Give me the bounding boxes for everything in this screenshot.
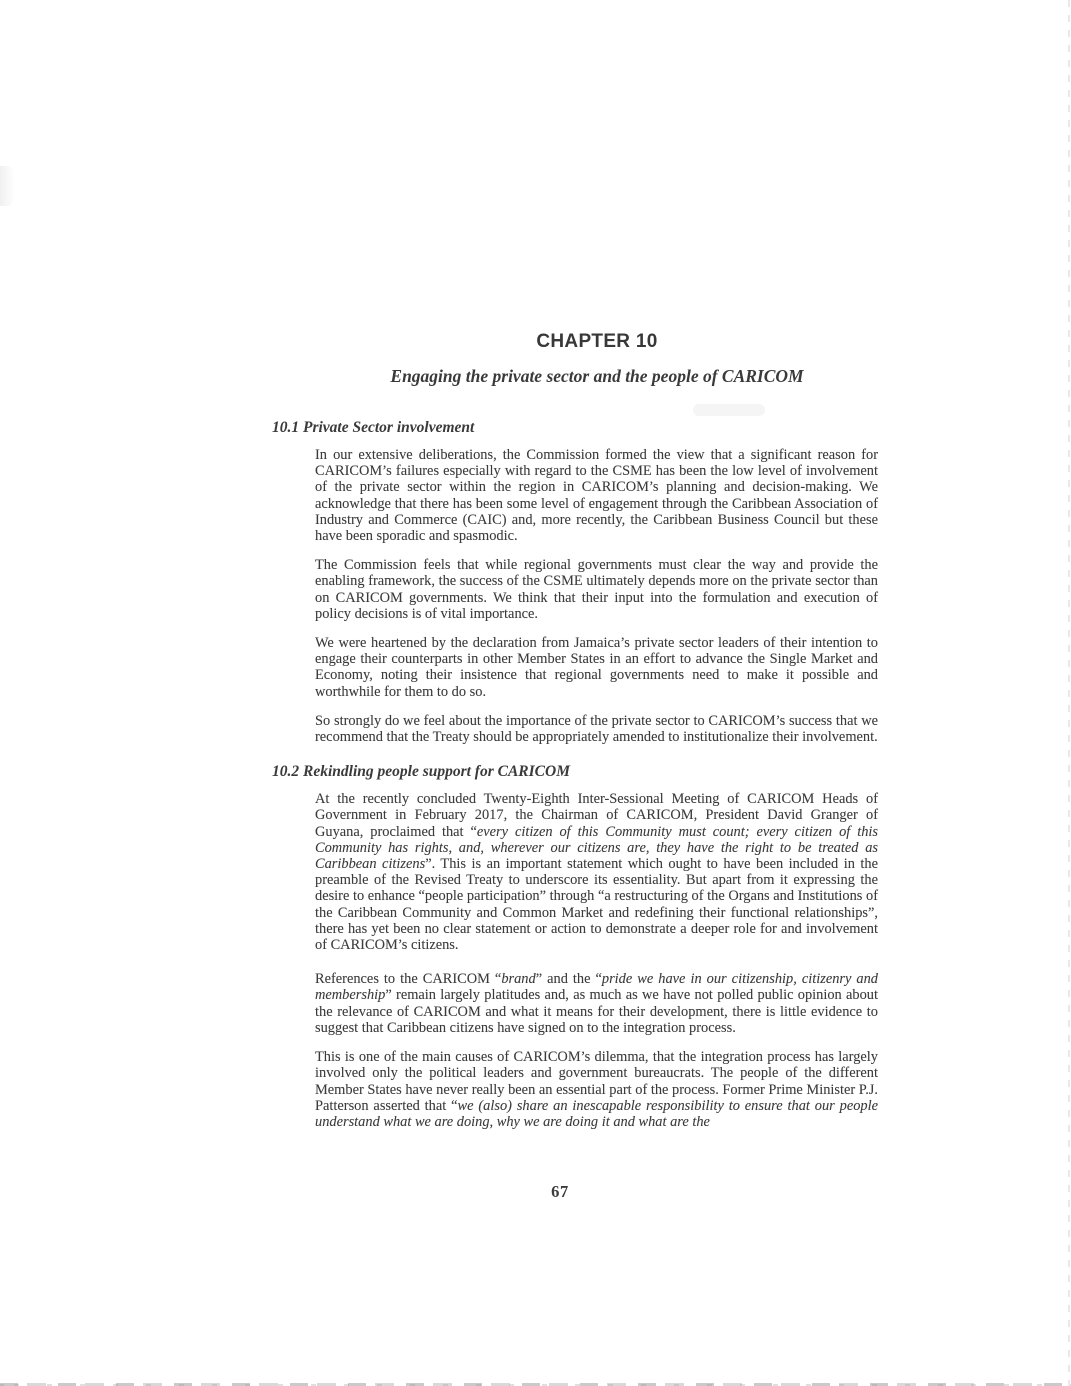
section-heading: 10.1 Private Sector involvement [272, 419, 475, 436]
text-run: In our extensive deliberations, the Commission formed the view that a significant reason for CARICOM’s failures especially with regard to the CSME has been the low level of involvement of the private sector within the region in CARICOM’s planning and decision-making. We acknowledge that there has been some level of engagement through the Caribbean Association of Industry and Commerce (CAIC) and, more recently, the Caribbean Business Council but these have been sporadic and spasmodic. [315, 447, 878, 545]
text-run: This is one of the main causes of CARICOM’s dilemma, that the integration process has largely involved only the political leaders and government bureaucrats. The people of the different Member States have never really been an essential part of the process. Former Prime Minister P.J. Patterson asserted that “ [315, 1049, 878, 1114]
paragraph [315, 1049, 878, 1130]
chapter-label: CHAPTER 10 [536, 331, 658, 352]
italic-run: pride we have in our citizenship, citizenry and membership [315, 971, 878, 1004]
text-run: We were heartened by the declaration from Jamaica’s private sector leaders of their intention to engage their counterparts in other Member States in an effort to advance the Single Market and Economy, noting their insistence that regional governments need to make it possible and worthwhile for them to do so. [315, 635, 878, 700]
paragraph [315, 635, 878, 700]
section [272, 419, 878, 745]
italic-run: brand [501, 971, 536, 988]
paragraph [315, 971, 878, 1036]
text-run: ”. This is an important statement which ought to have been included in the preamble of the Revised Treaty to underscore its essentiality. But apart from it expressing the desire to enhance “people participation” through “a restructuring of the Organs and Institutions of the Caribbean Community and Common Market and redefining their functional relationships”, there has yet been no clear statement or action to demonstrate a deeper role for and involvement of CARICOM’s citizens. [315, 856, 878, 954]
scan-smudge-middle [693, 404, 765, 416]
section [272, 763, 878, 1130]
text-run: So strongly do we feel about the importance of the private sector to CARICOM’s success that we recommend that the Treaty should be appropriately amended to institutionalize their involvement. [315, 712, 878, 746]
text-run: At the recently concluded Twenty-Eighth Inter-Sessional Meeting of CARICOM Heads of Government in February 2017, the Chairman of CARICOM, President David Granger of Guyana, proclaimed that “ [315, 791, 878, 840]
italic-run: we (also) share an inescapable responsibility to ensure that our people understand what we are doing, why we are doing it and what are the [315, 1097, 878, 1130]
paragraph [315, 713, 878, 745]
italic-run: every citizen of this Community must count; every citizen of this Community has rights, and, wherever our citizens are, they have the right to be treated as Caribbean citizens [315, 823, 878, 873]
scan-smudge-left [0, 166, 15, 206]
section-heading: 10.2 Rekindling people support for CARICOM [272, 763, 570, 781]
scan-edge-right [1068, 0, 1070, 1386]
chapter-header [272, 331, 922, 387]
paragraph [315, 557, 878, 622]
page-number: 67 [551, 1182, 569, 1201]
text-run: ” remain largely platitudes and, as much as we have not polled public opinion about the relevance of CARICOM and what it means for their development, there is little evidence to suggest that Caribbean citizens have signed on to the integration process. [315, 987, 878, 1036]
sections-container [272, 419, 878, 1130]
paragraph [315, 791, 878, 953]
paragraph [315, 447, 878, 544]
text-run: References to the CARICOM “ [315, 971, 502, 988]
text-run: ” and the “ [535, 971, 602, 988]
text-run: The Commission feels that while regional governments must clear the way and provide the enabling framework, the success of the CSME ultimately depends more on the private sector than on CARICOM governments. We think that their input into the formulation and execution of policy decisions is of vital importance. [315, 557, 878, 622]
chapter-title: Engaging the private sector and the people of CARICOM [390, 366, 804, 386]
scan-edge-bottom [0, 1381, 1071, 1386]
